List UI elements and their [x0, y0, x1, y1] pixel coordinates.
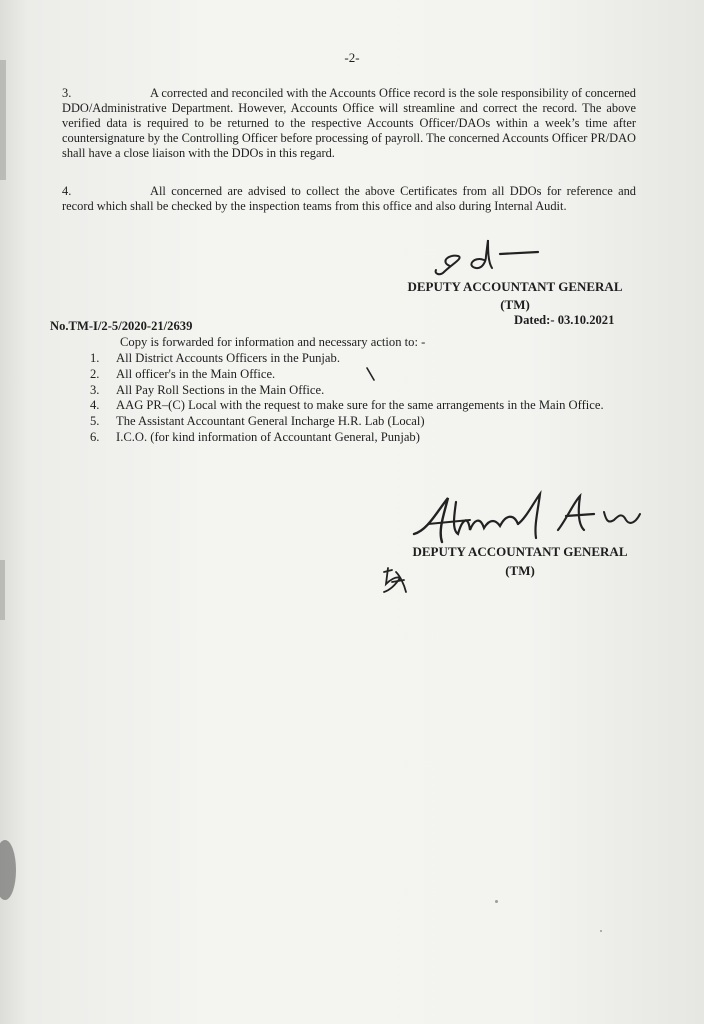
list-item	[84, 398, 654, 414]
page-number: -2-	[344, 50, 360, 65]
paragraph-body: responsibility of concerned DDO/Administrative Department. However, Accounts Office will streamline and correct the record. The above verified data is required to be returned to the respective Accounts Officer/DAOs within a week’s time after countersignature by the Controlling Officer before processing of payroll. The concerned Accounts Officer PR/DAO shall have a close liaison with the DDOs in this regard.	[62, 86, 636, 160]
scan-edge-mark	[0, 560, 5, 620]
reference-number: No.TM-I/2-5/2020-21/2639	[50, 319, 193, 333]
paragraph-number: 3.	[62, 86, 72, 100]
list-item	[84, 351, 654, 367]
list-item-number: 2.	[90, 366, 100, 381]
first-signatory-designation: DEPUTY ACCOUNTANT GENERAL	[407, 279, 623, 294]
first-signatory-unit: (TM)	[500, 297, 530, 312]
list-item-text: I.C.O. (for kind information of Accountant General, Punjab)	[116, 429, 420, 444]
list-item-text: All Pay Roll Sections in the Main Office.	[116, 382, 325, 397]
paper-speck	[495, 900, 498, 903]
handwritten-initials	[378, 566, 412, 596]
paragraph-3	[62, 86, 636, 161]
list-item-number: 3.	[90, 382, 100, 397]
copy-forwarded-intro: Copy is forwarded for information and necessary action to: -	[120, 335, 426, 349]
list-item-text: The Assistant Accountant General Incharge H.R. Lab (Local)	[116, 414, 425, 429]
date-line: Dated:- 03.10.2021	[514, 313, 615, 327]
list-item	[84, 383, 654, 399]
handwritten-sd-signature	[430, 236, 550, 280]
paragraph-4	[62, 184, 636, 214]
list-item-text: AAG PR–(C) Local with the request to make sure for the same arrangements in the Main Office.	[116, 398, 604, 413]
list-item	[84, 414, 654, 430]
handwritten-signature	[408, 490, 648, 550]
pen-tick-mark	[365, 366, 377, 382]
list-item-number: 6.	[90, 429, 100, 444]
paragraph-number: 4.	[62, 184, 72, 198]
second-signatory-designation: DEPUTY ACCOUNTANT GENERAL	[412, 544, 628, 559]
paragraph-first-line: A corrected and reconciled with the Accounts Office record is the sole	[150, 86, 498, 100]
paragraph-body: reference and record which shall be checked by the inspection teams from this office and also during Internal Audit.	[62, 184, 636, 213]
paragraph-first-line: All concerned are advised to collect the above Certificates from all DDOs for	[150, 184, 562, 198]
list-item-number: 1.	[90, 351, 100, 365]
list-item	[84, 430, 654, 446]
paper-speck	[600, 930, 602, 932]
scan-edge-mark	[0, 60, 6, 180]
list-item-text: All officer's in the Main Office.	[116, 366, 276, 381]
list-item-number: 5.	[90, 414, 100, 429]
second-signatory-unit: (TM)	[505, 563, 535, 578]
list-item-number: 4.	[90, 398, 100, 413]
list-item-text: All District Accounts Officers in the Punjab.	[116, 351, 340, 365]
